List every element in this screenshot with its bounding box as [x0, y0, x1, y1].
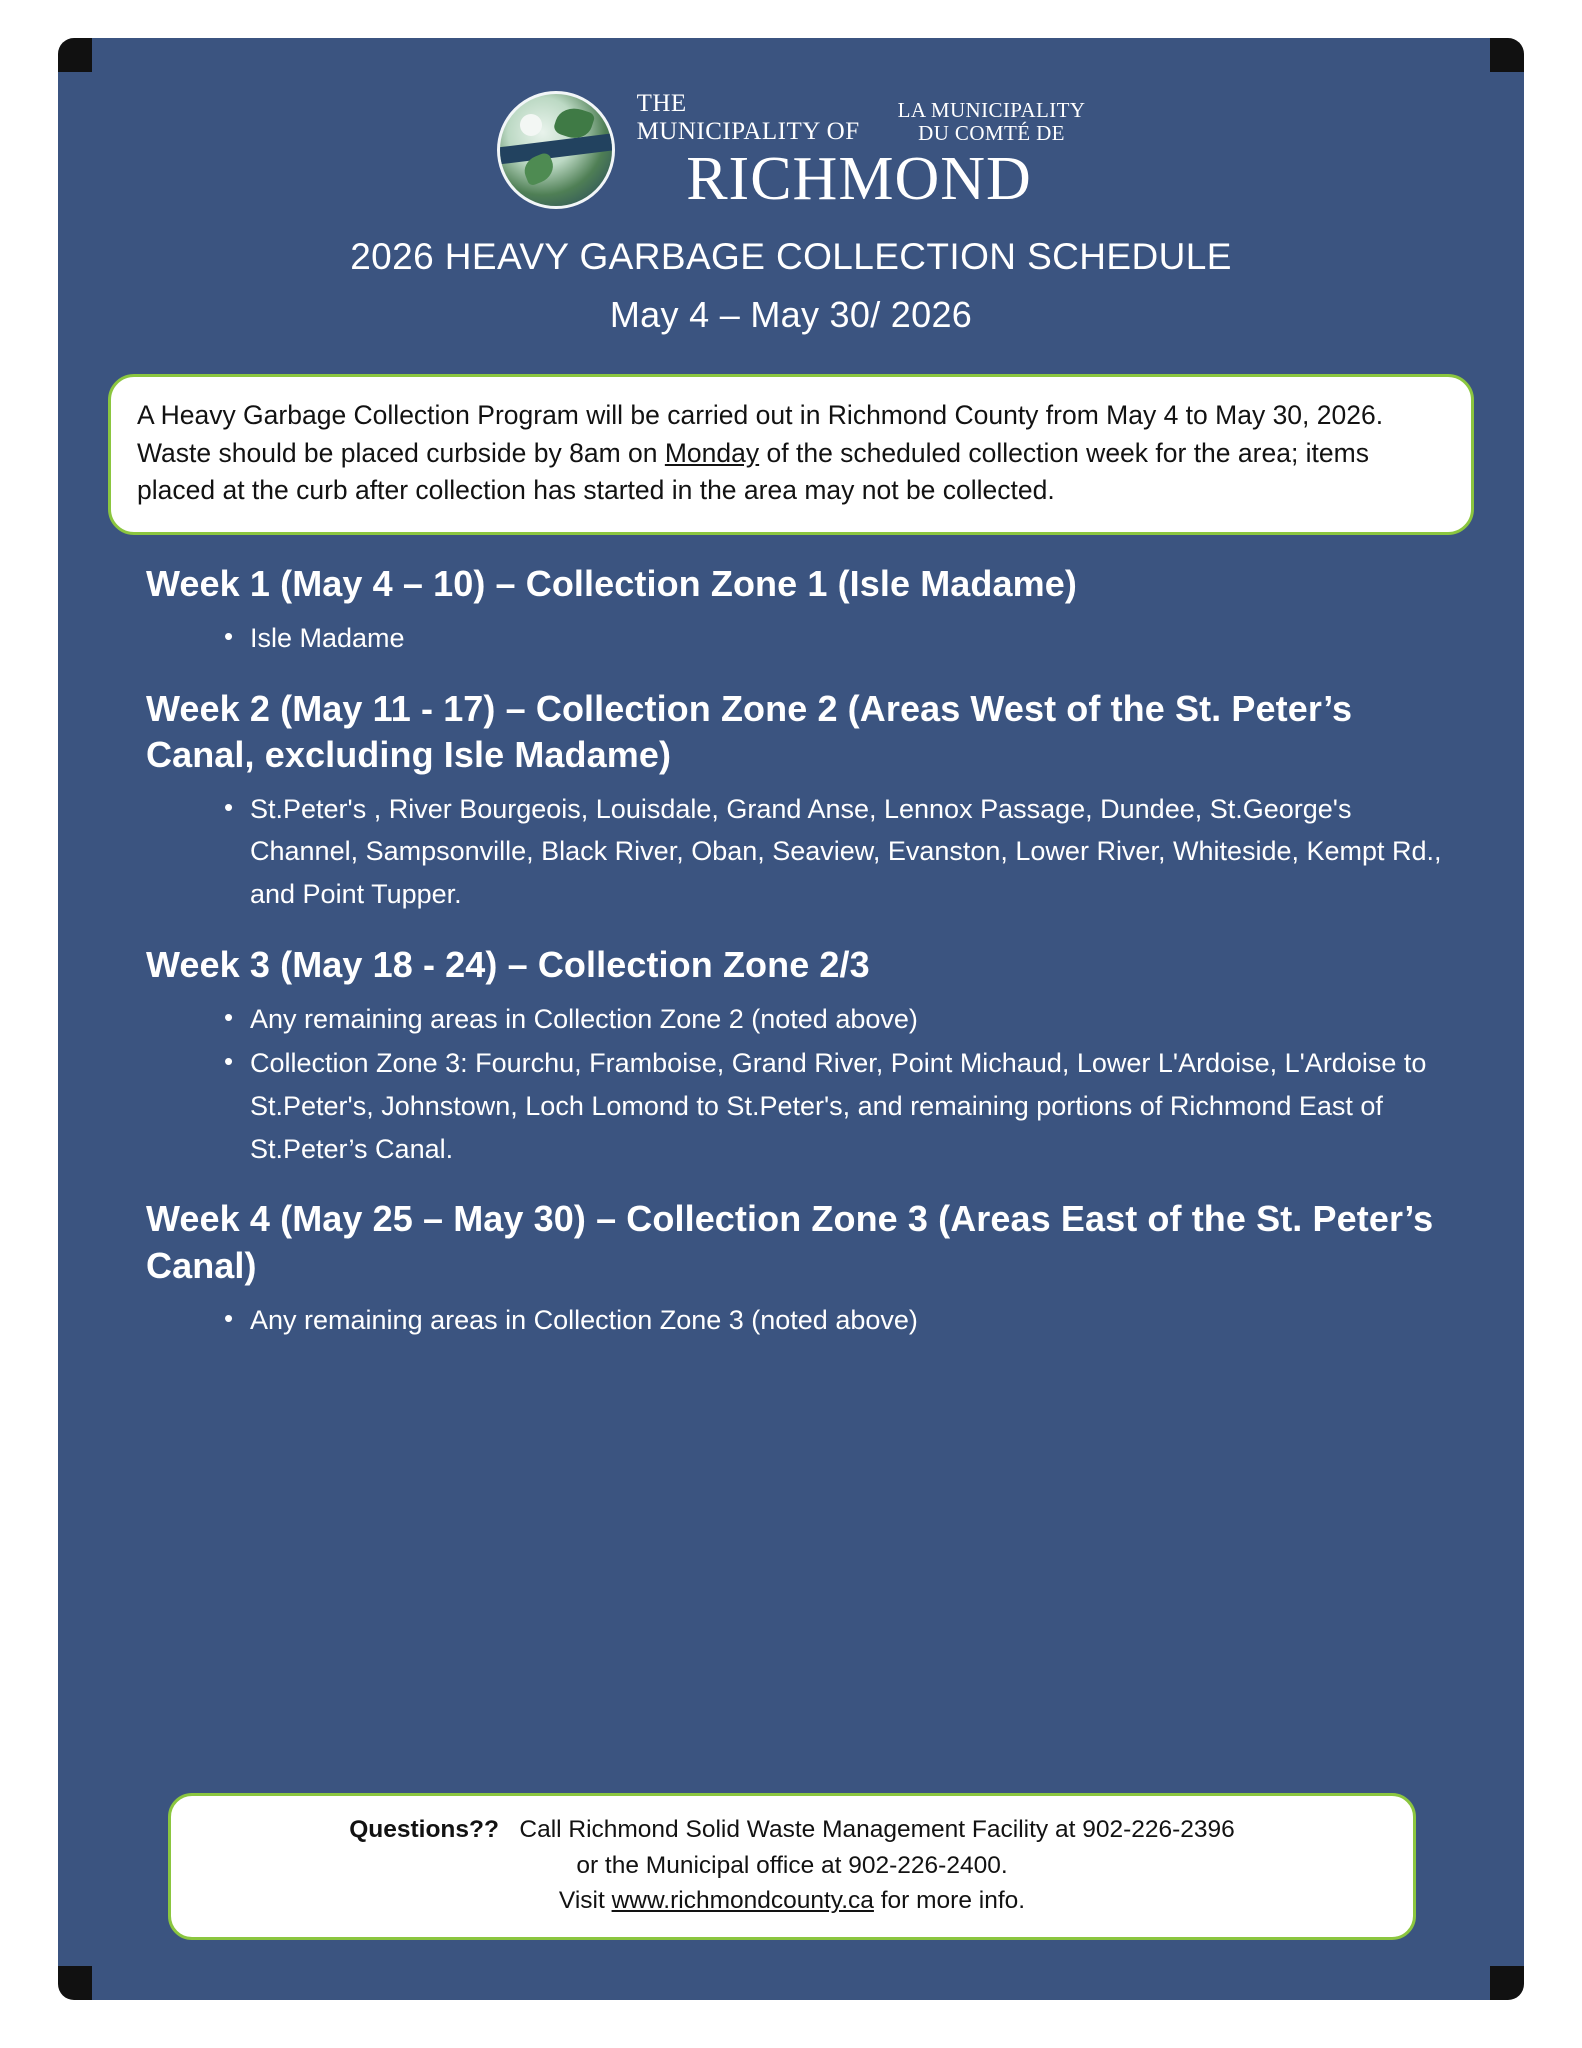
intro-callout — [108, 374, 1474, 535]
week-block — [146, 686, 1462, 916]
week-block — [146, 1196, 1462, 1341]
wordmark-english — [637, 90, 860, 146]
list-item: • Collection Zone 3: Fourchu, Framboise, Grand River, Point Michaud, Lower L'Ardoise, L'Ardoise to St.Peter's, Johnstown, Loch Lomond to St.Peter's, and remaining portions of Richmond East of St.Peter’s Canal. — [224, 1042, 1462, 1170]
week-heading: Week 2 (May 11 - 17) – Collection Zone 2 (Areas West of the St. Peter’s Canal, excluding Isle Madame) — [146, 687, 1353, 775]
list-item: • Isle Madame — [224, 617, 1462, 660]
week-items — [146, 1299, 1462, 1342]
footer-line-1 — [195, 1812, 1389, 1848]
footer-line-2: or the Municipal office at 902-226-2400. — [576, 1851, 1008, 1879]
list-item: • Any remaining areas in Collection Zone 3 (noted above) — [224, 1299, 1462, 1342]
intro-text-emphasis: Monday — [664, 437, 760, 468]
corner-bracket-top-right — [1490, 38, 1524, 72]
page-subtitle: May 4 – May 30/ 2026 — [609, 294, 973, 335]
page-title: 2026 HEAVY GARBAGE COLLECTION SCHEDULE — [350, 236, 1232, 277]
week-items — [146, 617, 1462, 660]
footer-line-3 — [195, 1883, 1389, 1919]
wordmark-english-line1: THE — [636, 90, 687, 117]
corner-bracket-bottom-left — [58, 1966, 92, 2000]
website-link[interactable]: www.richmondcounty.ca — [611, 1887, 874, 1915]
poster-panel — [58, 38, 1524, 2000]
wordmark-french-line2: DU COMTÉ DE — [918, 121, 1065, 146]
list-item: • Any remaining areas in Collection Zone 2 (noted above) — [224, 998, 1462, 1041]
week-block — [146, 942, 1462, 1171]
intro-text-part2: of the scheduled collection week for the area; items placed at the curb after collection has started in the area may not be collected. — [137, 437, 1369, 506]
intro-text-part1: A Heavy Garbage Collection Program will be carried out in Richmond County from May 4 to May 30, 2026. Waste should be placed curbside by 8am on — [137, 400, 1384, 468]
week-block — [146, 561, 1462, 660]
poster-header — [58, 90, 1524, 213]
visit-suffix: for more info. — [873, 1887, 1026, 1915]
richmond-county-crest-icon — [497, 91, 615, 209]
week-items — [146, 998, 1462, 1171]
wordmark-richmond: RICHMOND — [686, 145, 1032, 213]
corner-bracket-bottom-right — [1490, 1966, 1524, 2000]
week-heading: Week 3 (May 18 - 24) – Collection Zone 2/3 — [146, 943, 870, 985]
wordmark-french — [898, 99, 1086, 146]
visit-prefix: Visit — [558, 1887, 612, 1915]
weeks-section — [58, 561, 1524, 1341]
week-heading: Week 1 (May 4 – 10) – Collection Zone 1 (Isle Madame) — [146, 562, 1077, 604]
footer-callout — [168, 1793, 1416, 1940]
questions-label: Questions?? — [349, 1816, 499, 1844]
footer-phone-facility: Call Richmond Solid Waste Management Facility at 902-226-2396 — [519, 1816, 1235, 1844]
week-heading: Week 4 (May 25 – May 30) – Collection Zone 3 (Areas East of the St. Peter’s Canal) — [146, 1198, 1434, 1286]
wordmark-english-line2: MUNICIPALITY OF — [636, 118, 860, 145]
week-items — [146, 788, 1462, 916]
wordmark — [633, 90, 1086, 213]
wordmark-french-line1: LA MUNICIPALITY — [897, 97, 1086, 122]
corner-bracket-top-left — [58, 38, 92, 72]
list-item: • St.Peter's , River Bourgeois, Louisdale, Grand Anse, Lennox Passage, Dundee, St.George's Channel, Sampsonville, Black River, Oban, Seaview, Evanston, Lower River, Whiteside, Kempt Rd., and Point Tupper. — [224, 788, 1462, 916]
